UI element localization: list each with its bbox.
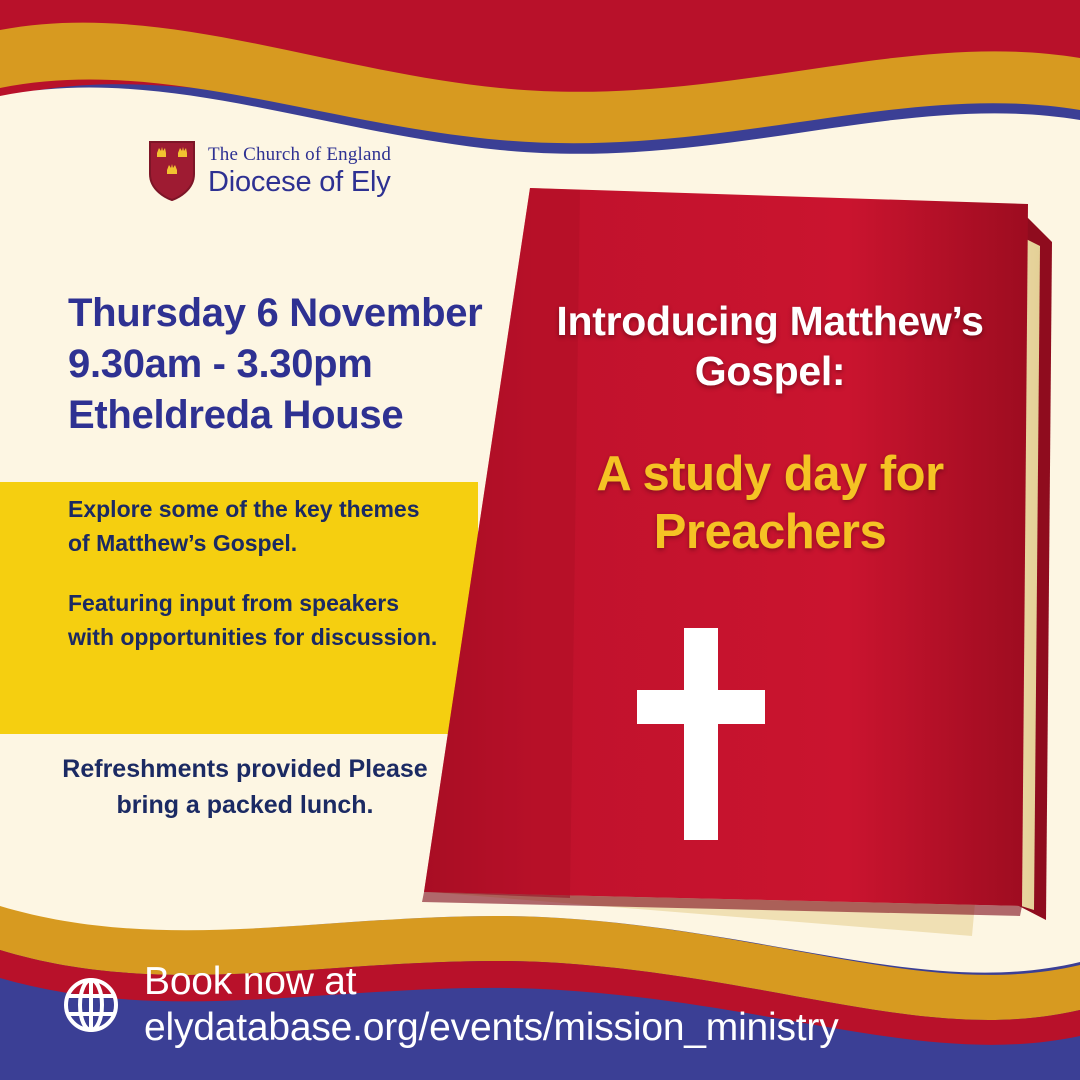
event-time: 9.30am - 3.30pm (68, 342, 373, 387)
diocese-logo (148, 140, 391, 202)
event-date: Thursday 6 November (68, 291, 483, 335)
description-paragraph-1: Explore some of the key themes of Matthew’s Gospel. (68, 496, 420, 557)
globe-icon (62, 976, 120, 1034)
booking-cta: Book now at (144, 959, 357, 1003)
study-day-title: Introducing Matthew’s Gospel: (556, 298, 984, 395)
footer-booking-bar (0, 930, 1080, 1080)
shield-crowns-icon (148, 140, 196, 202)
cross-icon (637, 628, 765, 840)
description-paragraph-2: Featuring input from speakers with opportunities for discussion. (68, 590, 438, 651)
logo-org-line2: Diocese of Ely (208, 165, 391, 198)
logo-org-line1: The Church of England (208, 143, 392, 165)
study-day-subtitle: A study day for Preachers (596, 447, 944, 559)
refreshments-note: Refreshments provided Please bring a packed lunch. (62, 755, 428, 819)
booking-url[interactable]: elydatabase.org/events/mission_ministry (144, 1006, 839, 1049)
event-venue: Etheldreda House (68, 393, 404, 438)
